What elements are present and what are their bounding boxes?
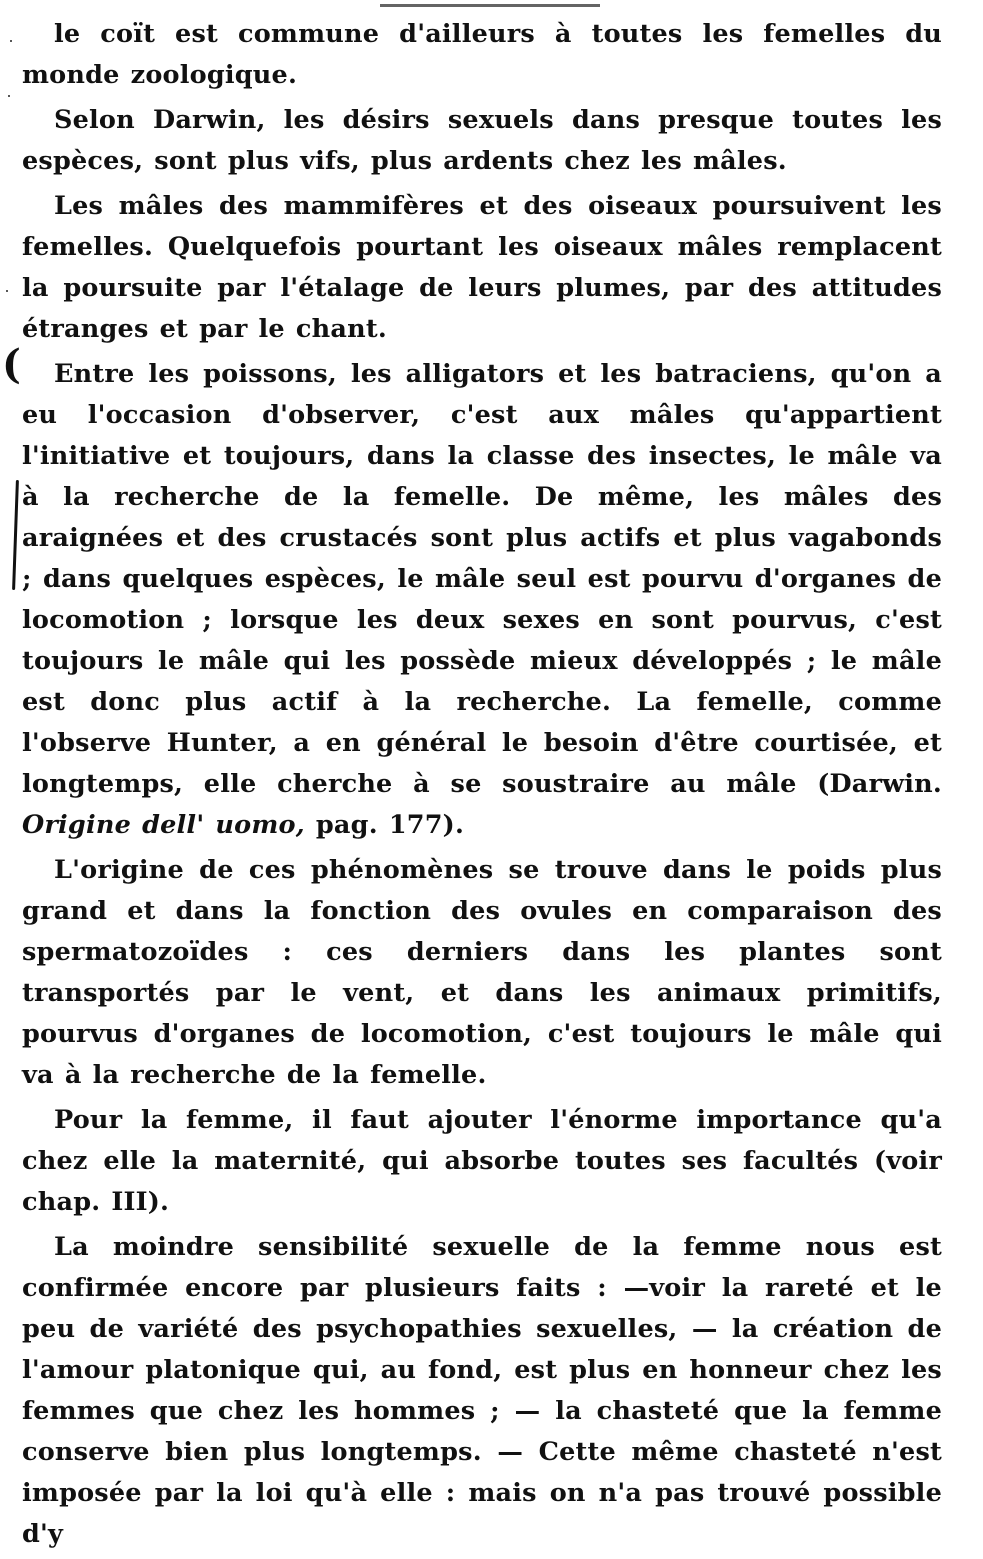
paragraph-7: La moindre sensibilité sexuelle de la femme nous est confirmée encore par plusieurs faits : —voir la rareté et le peu de variété des psychopathies sexuelles, — la création de l'amour platonique qui, au fond, est plus en honneur chez les femmes que chez les hommes ; — la chasteté que la femme conserve bien plus longtemps. — Cette même chasteté n'est imposée par la loi qu'à elle : mais on n'a pas trouvé possible d'y (22, 1232, 942, 1549)
paragraph-2: Selon Darwin, les désirs sexuels dans presque toutes les espèces, sont plus vifs, plus ardents chez les mâles. (22, 105, 942, 176)
paragraph-4 (22, 354, 942, 846)
speck (10, 40, 12, 42)
paragraph-6: Pour la femme, il faut ajouter l'énorme importance qu'a chez elle la maternité, qui absorbe toutes ses facultés (voir chap. III). (22, 1105, 942, 1217)
margin-bracket-mark: ( (2, 341, 21, 388)
speck (6, 290, 8, 292)
paragraph-1: le coït est commune d'ailleurs à toutes les femelles du monde zoologique. (22, 19, 942, 90)
paragraph-5: L'origine de ces phénomènes se trouve dans le poids plus grand et dans la fonction des ovules en comparaison des spermatozoïdes : ces derniers dans les plantes sont transportés par le vent, et dans les animaux primitifs, pourvus d'organes de locomotion, c'est toujours le mâle qui va à la recherche de la femelle. (22, 855, 942, 1090)
citation-title: Origine dell' uomo, (22, 810, 305, 840)
citation-page: pag. 177). (315, 810, 465, 840)
paragraph-4-text: Entre les poissons, les alligators et les batraciens, qu'on a eu l'occasion d'observer, c'est aux mâles qu'appartient l'initiative et toujours, dans la classe des insectes, le mâle va à la recherche de la femelle. De même, les mâles des araignées et des crustacés sont plus actifs et plus vagabonds ; dans quelques espèces, le mâle seul est pourvu d'organes de locomotion ; lorsque les deux sexes en sont pourvus, c'est toujours le mâle qui les possède mieux développés ; le mâle est donc plus actif à la recherche. La femelle, comme l'observe Hunter, a en général le besoin d'être courtisée, et longtemps, elle cherche à se soustraire au mâle (Darwin. (22, 359, 942, 799)
cropped-header-fragment (380, 0, 600, 7)
paragraph-3: Les mâles des mammifères et des oiseaux poursuivent les femelles. Quelquefois pourtant les oiseaux mâles remplacent la poursuite par l'étalage de leurs plumes, par des attitudes étranges et par le chant. (22, 191, 942, 344)
speck (8, 95, 10, 97)
body-text (22, 14, 942, 1559)
margin-line-mark (12, 480, 19, 590)
